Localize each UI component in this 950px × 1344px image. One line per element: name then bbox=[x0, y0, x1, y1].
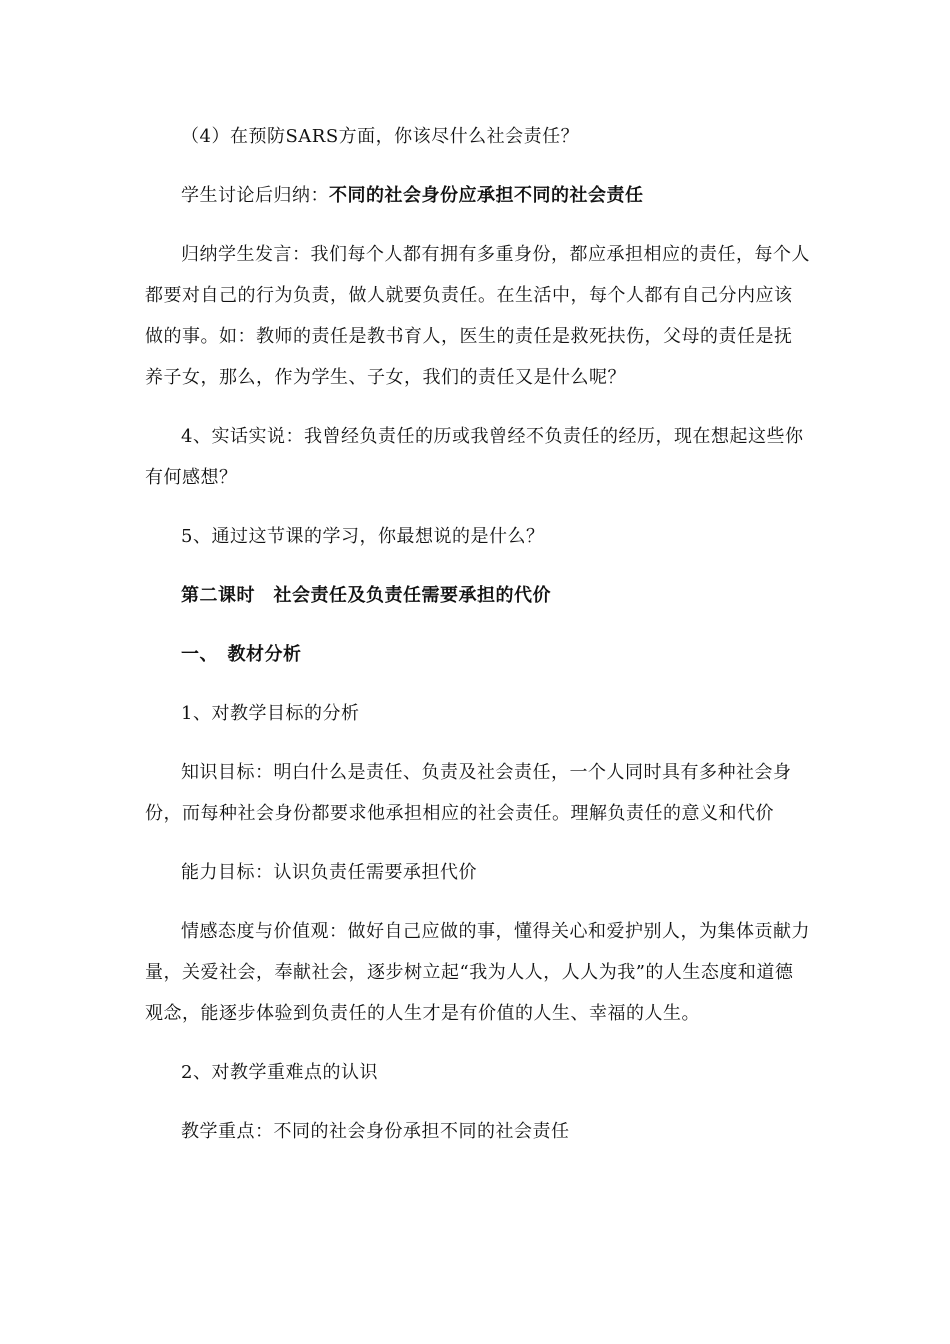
knowledge-objective: 知识目标：明白什么是责任、负责及社会责任，一个人同时具有多种社会身份，而每种社会身份都要求他承担相应的社会责任。理解负责任的意义和代价 bbox=[145, 762, 792, 824]
summary-label: 学生讨论后归纳： bbox=[181, 185, 329, 206]
question-paragraph: （4）在预防SARS方面，你该尽什么社会责任？ bbox=[181, 126, 580, 147]
reflection-paragraph: 5、通过这节课的学习，你最想说的是什么？ bbox=[181, 526, 545, 547]
document-page bbox=[145, 116, 810, 1152]
emotion-objective: 情感态度与价值观：做好自己应做的事，懂得关心和爱护别人，为集体贡献力量，关爱社会，奉献社会，逐步树立起“我为人人，人人为我”的人生态度和道德观念，能逐步体验到负责任的人生才是有价值的人生、幸福的人生。 bbox=[145, 921, 810, 1024]
section-heading: 一、 教材分析 bbox=[181, 644, 302, 665]
summary-paragraph bbox=[145, 175, 810, 216]
teaching-focus: 教学重点：不同的社会身份承担不同的社会责任 bbox=[181, 1121, 570, 1142]
lesson-heading: 第二课时 社会责任及负责任需要承担的代价 bbox=[181, 585, 551, 606]
tell-truth-paragraph: 4、实话实说：我曾经负责任的历或我曾经不负责任的经历，现在想起这些你有何感想？ bbox=[145, 426, 804, 488]
summary-conclusion: 不同的社会身份应承担不同的社会责任 bbox=[329, 185, 644, 206]
student-speech-paragraph: 归纳学生发言：我们每个人都有拥有多重身份，都应承担相应的责任，每个人都要对自己的行为负责，做人就要负责任。在生活中，每个人都有自己分内应该做的事。如：教师的责任是教书育人，医生的责任是救死扶伤，父母的责任是抚养子女，那么，作为学生、子女，我们的责任又是什么呢？ bbox=[145, 244, 810, 388]
objective-analysis-heading: 1、对教学目标的分析 bbox=[181, 703, 360, 724]
ability-objective: 能力目标：认识负责任需要承担代价 bbox=[181, 862, 477, 883]
key-points-heading: 2、对教学重难点的认识 bbox=[181, 1062, 378, 1083]
